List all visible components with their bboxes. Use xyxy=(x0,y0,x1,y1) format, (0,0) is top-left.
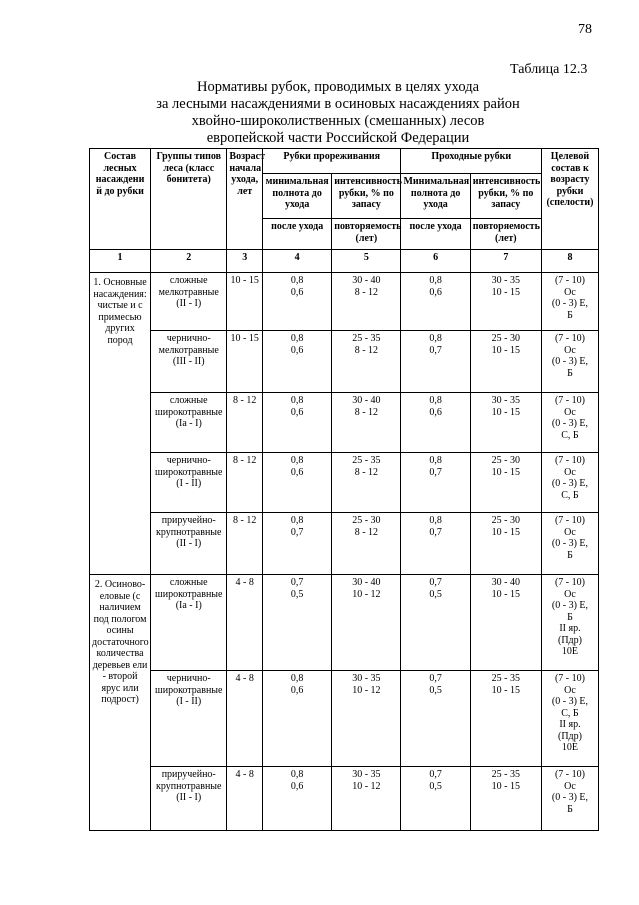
target-composition-cell-line: Ос xyxy=(564,684,576,696)
thinning-density-cell xyxy=(263,331,332,393)
thinning-intensity-cell xyxy=(332,453,401,513)
target-composition-cell-line: (7 - 10) xyxy=(554,455,585,466)
thinning-intensity-cell-line: 8 - 12 xyxy=(354,526,379,538)
passage-intensity-cell-line: 25 - 30 xyxy=(491,515,520,526)
thinning-density-cell-line: 0,8 xyxy=(290,333,304,344)
thinning-density-cell-line: 0,6 xyxy=(290,344,304,356)
thinning-intensity-cell-line: 25 - 30 xyxy=(352,515,381,526)
thinning-density-cell-line: 0,5 xyxy=(290,588,304,600)
passage-density-cell-line: 0,8 xyxy=(429,515,442,526)
table-row xyxy=(90,671,599,767)
target-composition-cell-line: (7 - 10) xyxy=(554,275,585,286)
thinning-density-cell-line: 0,6 xyxy=(290,466,304,478)
passage-intensity-cell xyxy=(470,575,541,671)
thinning-density-cell-line: 0,8 xyxy=(290,515,304,526)
target-composition-cell-line: (0 - 3) Е, xyxy=(551,600,589,611)
thinning-intensity-cell xyxy=(332,671,401,767)
thinning-density-cell xyxy=(263,671,332,767)
column-number: 2 xyxy=(151,250,227,273)
thinning-density-cell xyxy=(263,767,332,831)
passage-intensity-cell xyxy=(470,453,541,513)
target-composition-cell-line: Ос xyxy=(564,406,576,418)
thinning-intensity-cell xyxy=(332,393,401,453)
target-composition-cell-line: Б xyxy=(567,309,573,321)
thinning-intensity-cell-line: 10 - 12 xyxy=(352,780,381,792)
header-forest-type: Группы типов леса (класс бонитета) xyxy=(151,149,227,250)
header-passage-min-density: Минимальная полнота до ухода xyxy=(401,174,470,219)
target-composition-cell xyxy=(541,575,598,671)
table-row xyxy=(90,393,599,453)
table-row xyxy=(90,513,599,575)
passage-density-cell-line: 0,7 xyxy=(429,466,442,478)
target-composition-cell-line: Ос xyxy=(564,526,576,538)
header-target-composition: Целевой состав к возрасту рубки (спелости) xyxy=(541,149,598,250)
thinning-intensity-cell-line: 8 - 12 xyxy=(354,466,379,478)
target-composition-cell-line: Ос xyxy=(564,780,576,792)
target-composition-cell-line: Ос xyxy=(564,344,576,356)
column-number: 3 xyxy=(227,250,263,273)
title-line: хвойно-широколиственных (смешанных) лесов xyxy=(191,113,485,129)
passage-density-cell-line: 0,8 xyxy=(429,275,442,286)
header-start-age: Возраст начала ухода, лет xyxy=(227,149,263,250)
target-composition-cell-line: II яр. xyxy=(559,719,581,730)
stand-composition-cell: 2. Осиново-еловые (с наличием под пологом осины достаточного количества деревьев ели - второй ярус или подрост) xyxy=(90,575,151,831)
thinning-intensity-cell-line: 25 - 35 xyxy=(352,455,381,466)
thinning-density-cell xyxy=(263,513,332,575)
header-thinning-min-density: минимальная полнота до ухода xyxy=(263,174,332,219)
passage-intensity-cell-line: 30 - 35 xyxy=(491,395,520,406)
target-composition-cell-line: Ос xyxy=(564,466,576,478)
thinning-intensity-cell xyxy=(332,273,401,331)
thinning-intensity-cell-line: 8 - 12 xyxy=(354,286,379,298)
passage-intensity-cell-line: 10 - 15 xyxy=(491,526,520,538)
page-number: 78 xyxy=(578,22,592,37)
thinning-intensity-cell-line: 10 - 12 xyxy=(352,588,381,600)
passage-density-cell-line: 0,7 xyxy=(429,344,442,356)
thinning-density-cell xyxy=(263,453,332,513)
passage-density-cell-line: 0,8 xyxy=(429,455,442,466)
column-number: 5 xyxy=(332,250,401,273)
thinning-density-cell-line: 0,6 xyxy=(290,780,304,792)
thinning-density-cell-line: 0,8 xyxy=(290,769,304,780)
target-composition-cell-line: С, Б xyxy=(561,429,579,441)
target-composition-cell-line: (7 - 10) xyxy=(554,395,585,406)
thinning-intensity-cell xyxy=(332,513,401,575)
passage-intensity-cell-line: 25 - 35 xyxy=(491,673,520,684)
target-composition-cell xyxy=(541,453,598,513)
table-title xyxy=(118,79,558,147)
forest-type-cell: приручейно-крупнотравные (II - I) xyxy=(151,767,227,831)
passage-intensity-cell xyxy=(470,331,541,393)
column-number: 1 xyxy=(90,250,151,273)
passage-density-cell-line: 0,5 xyxy=(429,684,442,696)
passage-intensity-cell xyxy=(470,273,541,331)
passage-intensity-cell-line: 10 - 15 xyxy=(491,286,520,298)
passage-density-cell xyxy=(401,513,470,575)
header-passage-cuttings: Проходные рубки xyxy=(401,149,541,174)
passage-density-cell xyxy=(401,575,470,671)
passage-intensity-cell-line: 10 - 15 xyxy=(491,588,520,600)
passage-density-cell-line: 0,8 xyxy=(429,333,442,344)
start-age-cell: 10 - 15 xyxy=(227,273,263,331)
thinning-intensity-cell-line: 8 - 12 xyxy=(354,344,379,356)
target-composition-cell-line: Ос xyxy=(564,588,576,600)
thinning-density-cell xyxy=(263,273,332,331)
table-row xyxy=(90,331,599,393)
thinning-intensity-cell xyxy=(332,575,401,671)
passage-density-cell xyxy=(401,393,470,453)
column-number: 8 xyxy=(541,250,598,273)
title-line: за лесными насаждениями в осиновых насаждениях район xyxy=(156,96,520,112)
passage-intensity-cell-line: 30 - 40 xyxy=(491,577,520,588)
title-line: Нормативы рубок, проводимых в целях ухода xyxy=(196,79,480,95)
forest-type-cell: чернично-широкотравные (I - II) xyxy=(151,453,227,513)
passage-intensity-cell-line: 25 - 30 xyxy=(491,455,520,466)
target-composition-cell xyxy=(541,513,598,575)
start-age-cell: 10 - 15 xyxy=(227,331,263,393)
forest-type-cell: чернично-мелкотравные (III - II) xyxy=(151,331,227,393)
target-composition-cell-line: (0 - 3) Е, xyxy=(551,478,589,489)
passage-density-cell xyxy=(401,273,470,331)
norms-table xyxy=(89,148,599,831)
target-composition-cell-line: (7 - 10) xyxy=(554,515,585,526)
start-age-cell: 8 - 12 xyxy=(227,513,263,575)
passage-intensity-cell-line: 10 - 15 xyxy=(491,344,520,356)
passage-intensity-cell xyxy=(470,393,541,453)
thinning-intensity-cell-line: 30 - 40 xyxy=(352,275,381,286)
thinning-intensity-cell-line: 25 - 35 xyxy=(352,333,381,344)
header-passage-intensity: интенсивность рубки, % по запасу xyxy=(470,174,541,219)
passage-density-cell-line: 0,5 xyxy=(429,780,442,792)
header-passage-repeat: повторяемость (лет) xyxy=(470,219,541,250)
header-composition: Состав лесных насаждени й до рубки xyxy=(90,149,151,250)
table-row xyxy=(90,453,599,513)
target-composition-cell xyxy=(541,393,598,453)
header-passage-after: после ухода xyxy=(401,219,470,250)
table-label: Таблица 12.3 xyxy=(510,62,588,77)
target-composition-cell-line: (7 - 10) xyxy=(554,577,585,588)
passage-intensity-cell xyxy=(470,671,541,767)
thinning-density-cell-line: 0,6 xyxy=(290,406,304,418)
target-composition-cell-line: (0 - 3) Е, xyxy=(551,298,589,309)
start-age-cell: 4 - 8 xyxy=(227,671,263,767)
passage-intensity-cell-line: 10 - 15 xyxy=(491,684,520,696)
passage-density-cell-line: 0,7 xyxy=(429,577,442,588)
passage-intensity-cell xyxy=(470,767,541,831)
column-number-row xyxy=(90,250,599,273)
start-age-cell: 8 - 12 xyxy=(227,393,263,453)
target-composition-cell-line: Б xyxy=(567,549,573,561)
target-composition-cell-line: (0 - 3) Е, xyxy=(551,356,589,367)
forest-type-cell: приручейно-крупнотравные (II - I) xyxy=(151,513,227,575)
target-composition-cell-line: С, Б xyxy=(561,489,579,501)
target-composition-cell-line: (0 - 3) Е, xyxy=(551,696,589,707)
table-body xyxy=(90,273,599,831)
column-number: 6 xyxy=(401,250,470,273)
header-thinning-intensity: интенсивность рубки, % по запасу xyxy=(332,174,401,219)
passage-intensity-cell-line: 30 - 35 xyxy=(491,275,520,286)
thinning-density-cell-line: 0,6 xyxy=(290,684,304,696)
header-thinning: Рубки прореживания xyxy=(263,149,401,174)
passage-density-cell-line: 0,5 xyxy=(429,588,442,600)
target-composition-cell-line: (7 - 10) xyxy=(554,673,585,684)
thinning-intensity-cell-line: 30 - 35 xyxy=(352,769,381,780)
target-composition-cell-line: (7 - 10) xyxy=(554,769,585,780)
target-composition-cell-line: (0 - 3) Е, xyxy=(551,792,589,803)
forest-type-cell: чернично-широкотравные (I - II) xyxy=(151,671,227,767)
thinning-density-cell xyxy=(263,393,332,453)
passage-intensity-cell-line: 25 - 35 xyxy=(491,769,520,780)
target-composition-cell xyxy=(541,273,598,331)
target-composition-cell-line: Б xyxy=(567,611,573,623)
passage-density-cell-line: 0,7 xyxy=(429,769,442,780)
target-composition-cell-line: Ос xyxy=(564,286,576,298)
passage-density-cell-line: 0,7 xyxy=(429,526,442,538)
target-composition-cell-line: С, Б xyxy=(561,707,579,719)
target-composition-cell-line: (Пдр) xyxy=(557,634,582,646)
thinning-density-cell xyxy=(263,575,332,671)
target-composition-cell xyxy=(541,671,598,767)
thinning-intensity-cell-line: 10 - 12 xyxy=(352,684,381,696)
target-composition-cell-line: Б xyxy=(567,367,573,379)
thinning-density-cell-line: 0,8 xyxy=(290,455,304,466)
table-row xyxy=(90,767,599,831)
forest-type-cell: сложные широкотравные (Iа - I) xyxy=(151,393,227,453)
thinning-density-cell-line: 0,7 xyxy=(290,526,304,538)
passage-density-cell xyxy=(401,671,470,767)
column-number: 7 xyxy=(470,250,541,273)
column-number: 4 xyxy=(263,250,332,273)
thinning-intensity-cell-line: 30 - 40 xyxy=(352,395,381,406)
passage-intensity-cell xyxy=(470,513,541,575)
target-composition-cell-line: Б xyxy=(567,803,573,815)
forest-type-cell: сложные мелкотравные (II - I) xyxy=(151,273,227,331)
thinning-density-cell-line: 0,8 xyxy=(290,673,304,684)
passage-intensity-cell-line: 10 - 15 xyxy=(491,406,520,418)
thinning-intensity-cell-line: 30 - 35 xyxy=(352,673,381,684)
passage-density-cell-line: 0,6 xyxy=(429,406,442,418)
table-row xyxy=(90,575,599,671)
passage-density-cell-line: 0,7 xyxy=(429,673,442,684)
thinning-density-cell-line: 0,8 xyxy=(290,275,304,286)
passage-density-cell xyxy=(401,767,470,831)
passage-density-cell-line: 0,6 xyxy=(429,286,442,298)
target-composition-cell-line: 10Е xyxy=(561,742,579,753)
passage-intensity-cell-line: 25 - 30 xyxy=(491,333,520,344)
thinning-intensity-cell-line: 8 - 12 xyxy=(354,406,379,418)
thinning-density-cell-line: 0,8 xyxy=(290,395,304,406)
stand-composition-cell: 1. Основные насаждения: чистые и с примесью других пород xyxy=(90,273,151,575)
passage-intensity-cell-line: 10 - 15 xyxy=(491,780,520,792)
start-age-cell: 8 - 12 xyxy=(227,453,263,513)
thinning-density-cell-line: 0,6 xyxy=(290,286,304,298)
target-composition-cell-line: II яр. xyxy=(559,623,581,634)
start-age-cell: 4 - 8 xyxy=(227,767,263,831)
target-composition-cell xyxy=(541,767,598,831)
forest-type-cell: сложные широкотравные (Iа - I) xyxy=(151,575,227,671)
thinning-intensity-cell-line: 30 - 40 xyxy=(352,577,381,588)
target-composition-cell-line: (0 - 3) Е, xyxy=(551,418,589,429)
target-composition-cell-line: 10Е xyxy=(561,646,579,657)
thinning-intensity-cell xyxy=(332,331,401,393)
passage-density-cell xyxy=(401,331,470,393)
target-composition-cell-line: (Пдр) xyxy=(557,730,582,742)
start-age-cell: 4 - 8 xyxy=(227,575,263,671)
thinning-density-cell-line: 0,7 xyxy=(290,577,304,588)
target-composition-cell-line: (0 - 3) Е, xyxy=(551,538,589,549)
passage-intensity-cell-line: 10 - 15 xyxy=(491,466,520,478)
thinning-intensity-cell xyxy=(332,767,401,831)
header-thinning-after: после ухода xyxy=(263,219,332,250)
title-line: европейской части Российской Федерации xyxy=(206,130,470,146)
target-composition-cell xyxy=(541,331,598,393)
passage-density-cell-line: 0,8 xyxy=(429,395,442,406)
header-thinning-repeat: повторяемость (лет) xyxy=(332,219,401,250)
passage-density-cell xyxy=(401,453,470,513)
table-row xyxy=(90,273,599,331)
target-composition-cell-line: (7 - 10) xyxy=(554,333,585,344)
